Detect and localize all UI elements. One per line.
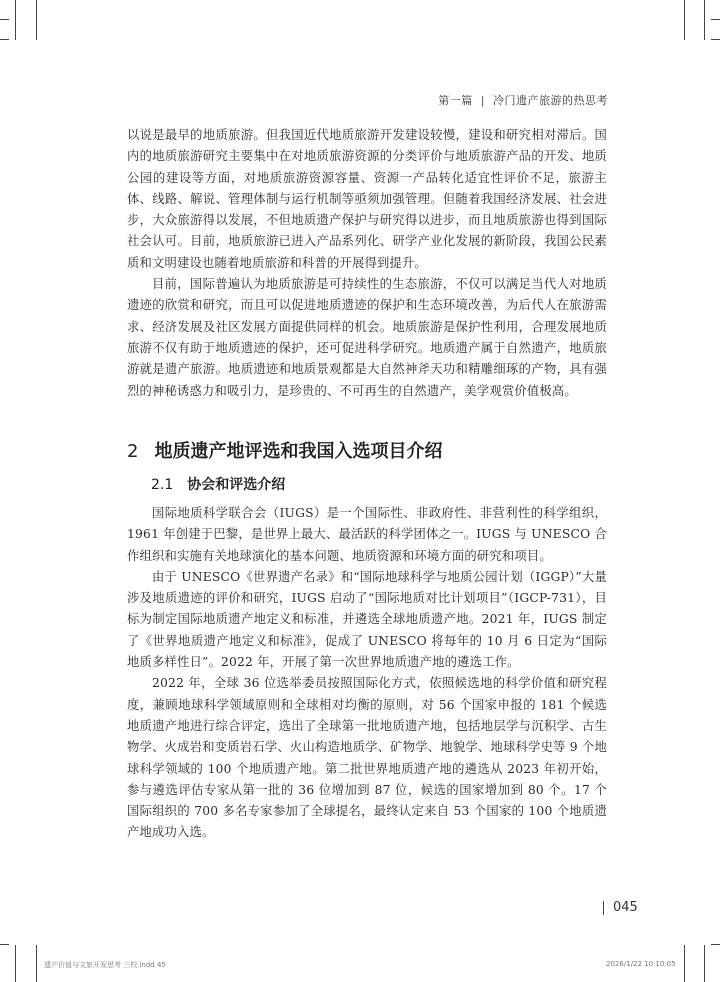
crop-mark-bottom-right-v2 xyxy=(704,945,705,982)
crop-mark-top-left-h2 xyxy=(0,39,9,40)
page-number-text: 045 xyxy=(613,900,638,915)
running-header xyxy=(438,92,608,108)
crop-mark-top-left-v1 xyxy=(15,0,16,40)
crop-mark-bottom-left-h xyxy=(0,944,9,945)
section-heading xyxy=(127,437,442,463)
header-title: 冷门遗产旅游的热思考 xyxy=(493,94,608,107)
paragraph: 以说是最早的地质旅游。但我国近代地质旅游开发建设较慢，建设和研究相对滞后。国内的地质旅游研究主要集中在对地质旅游资源的分类评价与地质旅游产品的开发、地质公园的建设等方面，对地质旅游资源容量、资源一产品转化适宜性评价不足，旅游主体、线路、解说、管理体制与运行机制等亟须加强管理。但随着我国经济发展、社会进步，大众旅游得以发展，不但地质遗产保护与研究得以进步，而且地质旅游也得到国际社会认可。目前，地质旅游已进入产品系列化、研学产业化发展的新阶段，我国公民素质和文明建设也随着地质旅游和科普的开展得到提升。 xyxy=(127,128,607,270)
header-part: 第一篇 xyxy=(438,94,473,107)
crop-mark-bottom-left-v2 xyxy=(36,945,37,982)
crop-mark-bottom-right-v1 xyxy=(684,945,685,982)
footer-file: 遗产价值与文旅开发思考 三校.indd 45 xyxy=(44,961,166,969)
crop-mark-bottom-right-h xyxy=(711,944,720,945)
crop-mark-top-right-v2 xyxy=(704,0,705,40)
header-separator: | xyxy=(480,94,485,107)
subsection-heading xyxy=(151,474,285,494)
page-number xyxy=(603,900,638,915)
body-text-top xyxy=(127,125,607,402)
crop-mark-top-right-h2 xyxy=(711,39,720,40)
section-title: 地质遗产地评选和我国入选项目介绍 xyxy=(154,441,443,462)
page-number-bar xyxy=(603,901,604,915)
section-number: 2 xyxy=(127,441,139,462)
body-text-bottom xyxy=(127,503,607,844)
footer-timestamp: 2026/1/22 10:10:05 xyxy=(606,960,676,968)
paragraph: 由于 UNESCO《世界遗产名录》和“国际地球科学与地质公园计划（IGGP）”大量涉及地质遗迹的评价和研究，IUGS 启动了“国际地质对比计划项目”（IGCP-731），目标为制定国际地质遗产地定义和标准，并遴选全球地质遗产地。2021 年，IUGS 制定了《世界地质遗产地定义和标准》，促成了 UNESCO 将每年的 10 月 6 日定为“国际地质多样性日”。2022 年，开展了第一次世界地质遗产地的遴选工作。 xyxy=(127,569,607,670)
crop-mark-top-left-v2 xyxy=(36,0,37,40)
crop-mark-top-right-h xyxy=(711,19,720,20)
subsection-title: 协会和评选介绍 xyxy=(187,477,286,493)
crop-mark-top-right-v1 xyxy=(684,0,685,40)
crop-mark-top-left-h xyxy=(0,19,9,20)
crop-mark-bottom-left-v1 xyxy=(15,945,16,982)
paragraph: 目前，国际普遍认为地质旅游是可持续性的生态旅游，不仅可以满足当代人对地质遗迹的欣赏和研究，而且可以促进地质遗迹的保护和生态环境改善，为后代人在旅游需求、经济发展及社区发展方面提供同样的机会。地质旅游是保护性利用，合理发展地质旅游不仅有助于地质遗迹的保护，还可促进科学研究。地质遗产属于自然遗产，地质旅游就是遗产旅游。地质遗迹和地质景观都是大自然神斧天功和精雕细琢的产物，具有强烈的神秘诱惑力和吸引力，是珍贵的、不可再生的自然遗产，美学观赏价值极高。 xyxy=(127,277,607,398)
paragraph: 2022 年，全球 36 位选举委员按照国际化方式，依照候选地的科学价值和研究程度，兼顾地球科学领域原则和全球相对均衡的原则，对 56 个国家申报的 181 个候选地质遗产地进行综合评定，选出了全球第一批地质遗产地，包括地层学与沉积学、古生物学、火成岩和变质岩石学、火山构造地质学、矿物学、地貌学、地球科学史等 9 个地球科学领域的 100 个地质遗产地。第二批世界地质遗产地的遴选从 2023 年初开始，参与遴选评估专家从第一批的 36 位增加到 87 位，候选的国家增加到 80 个。17 个国际组织的 700 多名专家参加了全球提名，最终认定来自 53 个国家的 100 个地质遗产地成功入选。 xyxy=(127,676,607,840)
subsection-number: 2.1 xyxy=(151,477,174,493)
paragraph: 国际地质科学联合会（IUGS）是一个国际性、非政府性、非营利性的科学组织，1961 年创建于巴黎，是世界上最大、最活跃的科学团体之一。IUGS 与 UNESCO 合作组织和实施有关地球演化的基本问题、地质资源和环境方面的研究和项目。 xyxy=(127,506,607,563)
